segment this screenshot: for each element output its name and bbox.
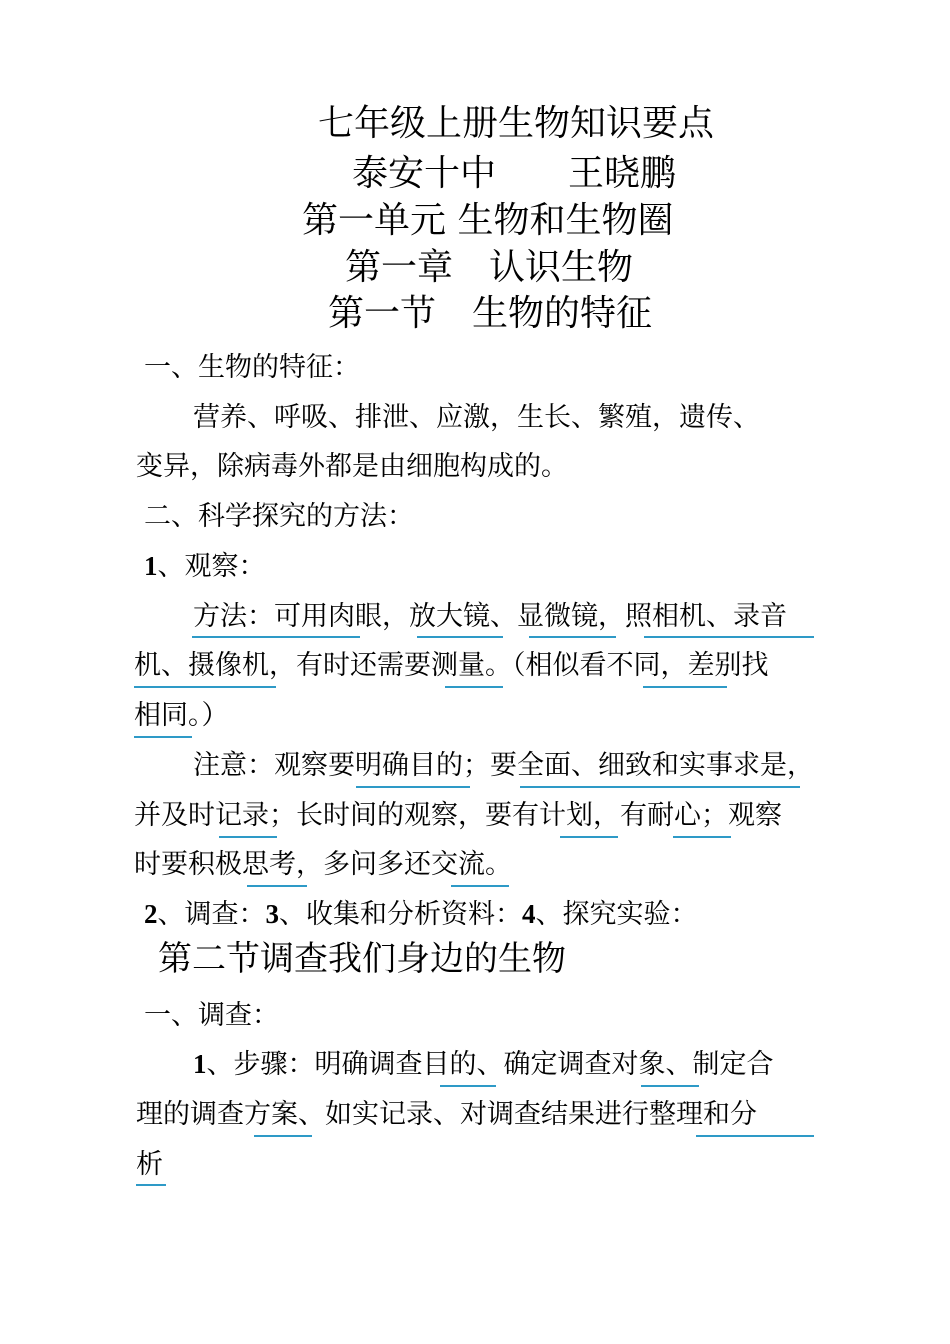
step-2-label: 、调查： xyxy=(157,899,266,930)
underline-mark xyxy=(520,786,800,788)
underline-mark xyxy=(247,885,307,887)
survey-step-text: 、步骤：明确调查目的、确定调查对象、制定合 xyxy=(206,1049,774,1080)
note-line2: 并及时记录；长时间的观察，要有计划，有耐心；观察 xyxy=(134,800,782,831)
para-characteristics-line1: 营养、呼吸、排泄、应激，生长、繁殖，遗传、 xyxy=(193,402,760,433)
underline-mark xyxy=(641,1085,699,1087)
step-4-label: 、探究实验： xyxy=(535,899,698,930)
underline-mark xyxy=(643,686,727,688)
underline-mark xyxy=(134,736,192,738)
chapter-title: 第一章 认识生物 xyxy=(345,247,634,288)
method-line1: 方法：可用肉眼，放大镜、显微镜，照相机、录音 xyxy=(193,601,787,632)
heading-methods: 二、科学探究的方法： xyxy=(144,501,414,532)
step-3-number: 3 xyxy=(265,899,279,929)
section-title: 第一节 生物的特征 xyxy=(328,293,653,334)
method-line3: 相同。） xyxy=(134,700,229,731)
doc-title: 七年级上册生物知识要点 xyxy=(318,103,715,144)
survey-step-line3: 析 xyxy=(136,1149,163,1180)
survey-step-number: 1 xyxy=(193,1049,207,1079)
underline-mark xyxy=(417,636,503,638)
heading-survey: 一、调查： xyxy=(144,1000,279,1031)
heading-characteristics: 一、生物的特征： xyxy=(144,352,360,383)
observation-label: 、观察： xyxy=(157,551,266,582)
underline-mark xyxy=(451,885,509,887)
survey-step-line1 xyxy=(193,1051,774,1078)
observation-number: 1 xyxy=(144,551,158,581)
underline-mark xyxy=(136,1184,166,1186)
underline-mark xyxy=(192,636,360,638)
section2-title: 第二节调查我们身边的生物 xyxy=(158,939,566,979)
survey-step-line2: 理的调查方案、如实记录、对调查结果进行整理和分 xyxy=(136,1099,757,1130)
steps-line xyxy=(144,901,698,928)
underline-mark xyxy=(134,686,276,688)
method-line2: 机、摄像机，有时还需要测量。（相似看不同，差别找 xyxy=(134,650,769,681)
underline-mark xyxy=(440,1085,496,1087)
underline-mark xyxy=(356,786,470,788)
step-2-number: 2 xyxy=(144,899,158,929)
para-characteristics-line2: 变异，除病毒外都是由细胞构成的。 xyxy=(136,451,568,482)
heading-observation xyxy=(144,553,266,580)
underline-mark xyxy=(673,836,731,838)
underline-mark xyxy=(644,636,814,638)
unit-title: 第一单元 生物和生物圈 xyxy=(302,200,674,241)
step-4-number: 4 xyxy=(522,899,536,929)
underline-mark xyxy=(696,1135,814,1137)
note-line3: 时要积极思考，多问多还交流。 xyxy=(134,849,512,880)
step-3-label: 、收集和分析资料： xyxy=(279,899,522,930)
underline-mark xyxy=(219,836,277,838)
underline-mark xyxy=(254,1135,312,1137)
underline-mark xyxy=(560,836,618,838)
doc-author: 泰安十中 王晓鹏 xyxy=(352,153,677,194)
underline-mark xyxy=(445,686,503,688)
underline-mark xyxy=(529,636,616,638)
note-line1: 注意：观察要明确目的；要全面、细致和实事求是， xyxy=(193,750,814,781)
